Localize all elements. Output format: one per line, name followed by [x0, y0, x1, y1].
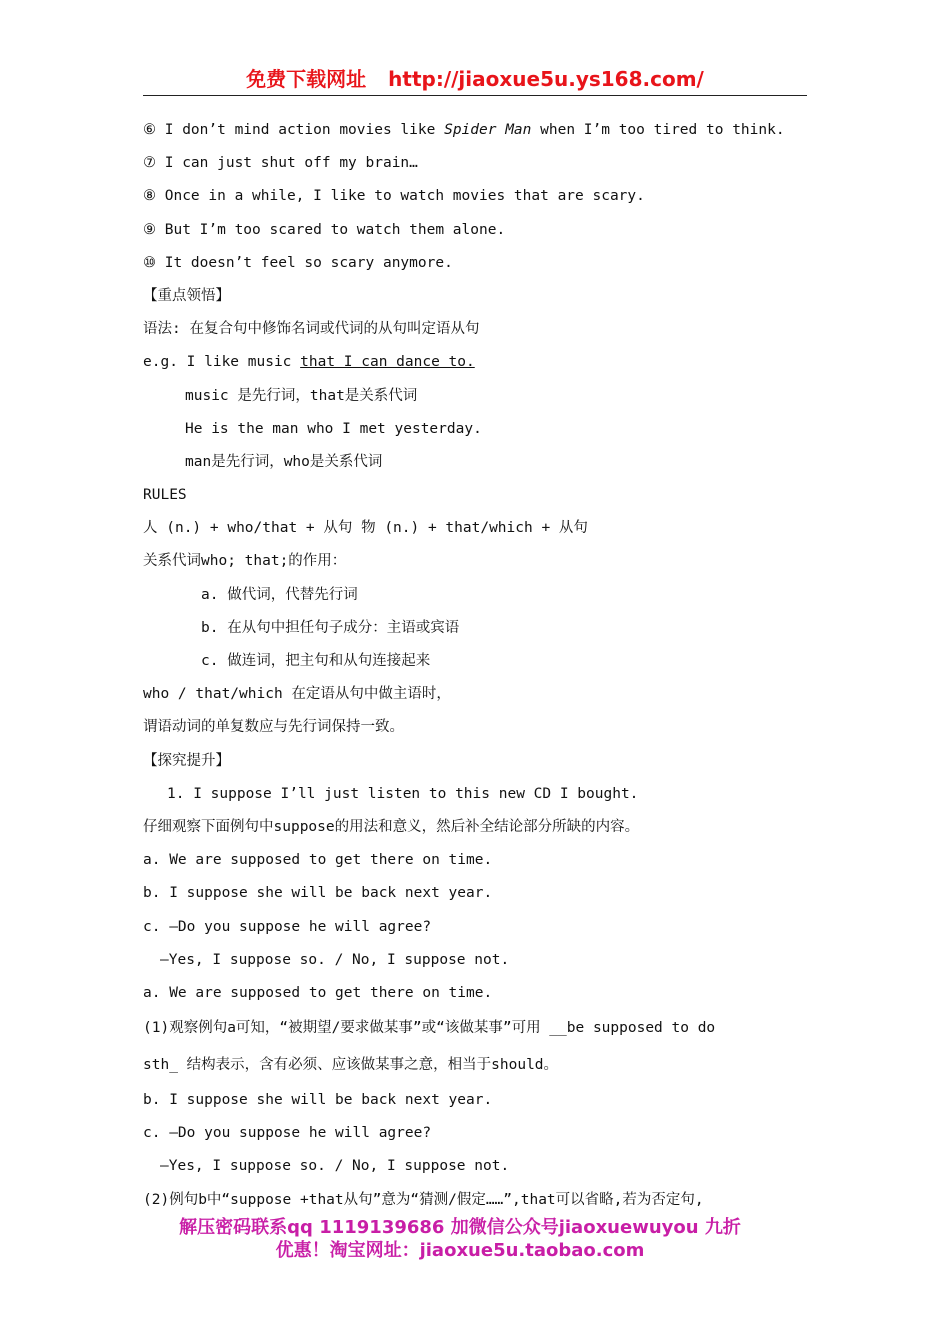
footer-shop[interactable]: 优惠！淘宝网址：jiaoxue5u.taobao.com [275, 1240, 645, 1261]
function-b: b. 在从句中担任句子成分：主语或宾语 [201, 619, 460, 636]
underlined-clause: that I can dance to. [300, 354, 475, 371]
instruction: 仔细观察下面例句中suppose的用法和意义，然后补全结论部分所缺的内容。 [143, 818, 640, 835]
grammar-definition: 语法: 在复合句中修饰名词或代词的从句叫定语从句 [143, 321, 480, 338]
sentence-7: ⑦ I can just shut off my brain… [143, 155, 418, 172]
observation-1-line-1: (1)观察例句a可知，“被期望/要求做某事”或“该做某事”可用 __be supposed to do [143, 1020, 716, 1037]
example-note-1: music 是先行词，that是关系代词 [185, 387, 418, 404]
section-heading-exploration: 【探究提升】 [143, 752, 230, 769]
function-title: 关系代词who; that;的作用： [143, 553, 347, 570]
example-note-2: man是先行词，who是关系代词 [185, 453, 383, 470]
example-sentence-2: He is the man who I met yesterday. [185, 420, 482, 437]
question-1: 1. I suppose I’ll just listen to this new CD I bought. [167, 785, 639, 802]
rules-heading: RULES [143, 487, 187, 504]
sentence-6: ⑥ I don’t mind action movies like Spider Man when I’m too tired to think. [143, 122, 785, 138]
function-a: a. 做代词，代替先行词 [201, 586, 358, 603]
header-url[interactable]: http://jiaoxue5u.ys168.com/ [388, 67, 704, 91]
footer-contact: 解压密码联系qq 1119139686 加微信公众号jiaoxuewuyou 九折 [179, 1217, 741, 1238]
example-c-reply: —Yes, I suppose so. / No, I suppose not. [160, 951, 510, 968]
sentence-8: ⑧ Once in a while, I like to watch movies that are scary. [143, 188, 645, 205]
observation-2: (2)例句b中“suppose +that从句”意为“猜测/假定……”,that可以省略,若为否定句, [143, 1191, 704, 1208]
subject-note-1: who / that/which 在定语从句中做主语时， [143, 686, 451, 703]
section-heading-key-points: 【重点领悟】 [143, 287, 230, 304]
example-b-repeat: b. I suppose she will be back next year. [143, 1092, 493, 1109]
function-c: c. 做连词，把主句和从句连接起来 [201, 653, 431, 669]
movie-title: Spider Man [444, 122, 532, 138]
rule-line: 人 (n.) + who/that + 从句 物 (n.) + that/which + 从句 [143, 520, 588, 537]
example-a: a. We are supposed to get there on time. [143, 852, 493, 869]
page-footer [0, 1216, 920, 1262]
example-a-repeat: a. We are supposed to get there on time. [143, 984, 493, 1001]
header-title: 免费下载网址 [246, 67, 367, 91]
example-b: b. I suppose she will be back next year. [143, 885, 493, 902]
sentence-9: ⑨ But I’m too scared to watch them alone. [143, 221, 506, 238]
observation-1-line-2: sth_ 结构表示，含有必须、应该做某事之意，相当于should。 [143, 1057, 559, 1074]
subject-note-2: 谓语动词的单复数应与先行词保持一致。 [143, 719, 404, 736]
example-c-repeat: c. —Do you suppose he will agree? [143, 1125, 432, 1142]
example-c-reply-repeat: —Yes, I suppose so. / No, I suppose not. [160, 1158, 510, 1175]
sentence-10: ⑩ It doesn’t feel so scary anymore. [143, 254, 453, 271]
example-c: c. —Do you suppose he will agree? [143, 918, 432, 935]
page-header [143, 64, 807, 96]
document-body [143, 114, 813, 1217]
example-sentence-1: e.g. I like music that I can dance to. [143, 354, 475, 371]
